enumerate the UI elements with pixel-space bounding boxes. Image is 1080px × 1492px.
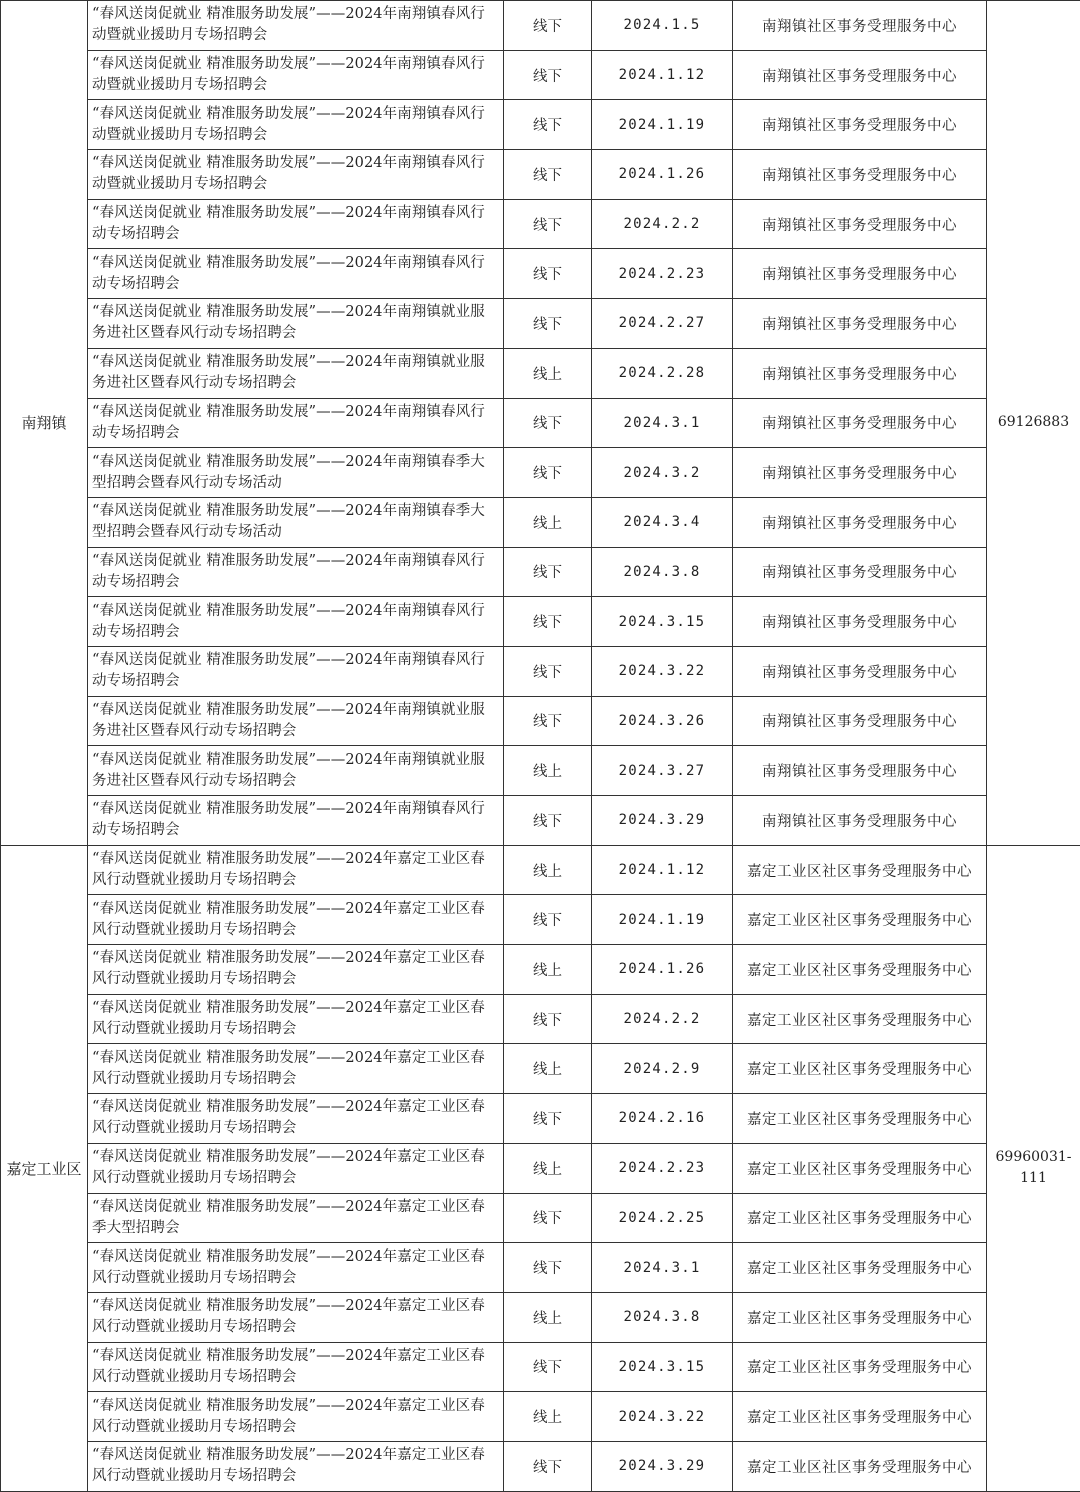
event-venue: 南翔镇社区事务受理服务中心 bbox=[733, 249, 987, 299]
event-date: 2024.3.27 bbox=[592, 746, 733, 796]
event-mode: 线上 bbox=[504, 1292, 592, 1342]
table-row bbox=[1, 1044, 1080, 1094]
event-mode: 线下 bbox=[504, 1094, 592, 1144]
event-date: 2024.2.28 bbox=[592, 348, 733, 398]
table-row bbox=[1, 1292, 1080, 1342]
event-date: 2024.3.26 bbox=[592, 696, 733, 746]
event-title: “春风送岗促就业 精准服务助发展”——2024年南翔镇春风行动专场招聘会 bbox=[88, 398, 504, 448]
event-date: 2024.2.25 bbox=[592, 1193, 733, 1243]
table-row bbox=[1, 448, 1080, 498]
event-venue: 嘉定工业区社区事务受理服务中心 bbox=[733, 1243, 987, 1293]
table-row bbox=[1, 199, 1080, 249]
event-mode: 线下 bbox=[504, 1193, 592, 1243]
event-title: “春风送岗促就业 精准服务助发展”——2024年嘉定工业区春风行动暨就业援助月专场招聘会 bbox=[88, 1292, 504, 1342]
table-row bbox=[1, 845, 1080, 895]
table-row bbox=[1, 348, 1080, 398]
schedule-body bbox=[1, 1, 1080, 1492]
event-title: “春风送岗促就业 精准服务助发展”——2024年嘉定工业区春风行动暨就业援助月专场招聘会 bbox=[88, 994, 504, 1044]
event-mode: 线下 bbox=[504, 398, 592, 448]
event-date: 2024.2.9 bbox=[592, 1044, 733, 1094]
table-row bbox=[1, 1, 1080, 51]
event-title: “春风送岗促就业 精准服务助发展”——2024年南翔镇就业服务进社区暨春风行动专场招聘会 bbox=[88, 348, 504, 398]
table-row bbox=[1, 1143, 1080, 1193]
event-venue: 嘉定工业区社区事务受理服务中心 bbox=[733, 1292, 987, 1342]
event-title: “春风送岗促就业 精准服务助发展”——2024年嘉定工业区春风行动暨就业援助月专场招聘会 bbox=[88, 945, 504, 995]
table-row bbox=[1, 497, 1080, 547]
contact-phone: 69960031-111 bbox=[987, 845, 1080, 1491]
table-row bbox=[1, 1243, 1080, 1293]
event-date: 2024.2.27 bbox=[592, 299, 733, 349]
table-row bbox=[1, 796, 1080, 846]
event-venue: 嘉定工业区社区事务受理服务中心 bbox=[733, 1143, 987, 1193]
event-mode: 线上 bbox=[504, 1044, 592, 1094]
table-row bbox=[1, 50, 1080, 100]
event-venue: 南翔镇社区事务受理服务中心 bbox=[733, 547, 987, 597]
event-title: “春风送岗促就业 精准服务助发展”——2024年南翔镇就业服务进社区暨春风行动专场招聘会 bbox=[88, 746, 504, 796]
event-date: 2024.1.12 bbox=[592, 845, 733, 895]
event-mode: 线上 bbox=[504, 1392, 592, 1442]
event-mode: 线下 bbox=[504, 1342, 592, 1392]
event-venue: 南翔镇社区事务受理服务中心 bbox=[733, 646, 987, 696]
event-mode: 线上 bbox=[504, 497, 592, 547]
event-mode: 线下 bbox=[504, 50, 592, 100]
event-venue: 南翔镇社区事务受理服务中心 bbox=[733, 398, 987, 448]
event-title: “春风送岗促就业 精准服务助发展”——2024年嘉定工业区春风行动暨就业援助月专场招聘会 bbox=[88, 1094, 504, 1144]
event-venue: 南翔镇社区事务受理服务中心 bbox=[733, 50, 987, 100]
event-title: “春风送岗促就业 精准服务助发展”——2024年南翔镇春季大型招聘会暨春风行动专场活动 bbox=[88, 497, 504, 547]
table-row bbox=[1, 249, 1080, 299]
table-row bbox=[1, 895, 1080, 945]
district-name: 嘉定工业区 bbox=[1, 845, 88, 1491]
event-title: “春风送岗促就业 精准服务助发展”——2024年南翔镇就业服务进社区暨春风行动专场招聘会 bbox=[88, 696, 504, 746]
event-date: 2024.3.15 bbox=[592, 597, 733, 647]
event-mode: 线上 bbox=[504, 746, 592, 796]
event-date: 2024.3.4 bbox=[592, 497, 733, 547]
table-row bbox=[1, 398, 1080, 448]
table-row bbox=[1, 646, 1080, 696]
event-mode: 线下 bbox=[504, 448, 592, 498]
event-title: “春风送岗促就业 精准服务助发展”——2024年南翔镇春风行动暨就业援助月专场招聘会 bbox=[88, 100, 504, 150]
event-venue: 嘉定工业区社区事务受理服务中心 bbox=[733, 1193, 987, 1243]
event-venue: 南翔镇社区事务受理服务中心 bbox=[733, 448, 987, 498]
event-venue: 南翔镇社区事务受理服务中心 bbox=[733, 199, 987, 249]
table-row bbox=[1, 994, 1080, 1044]
event-mode: 线下 bbox=[504, 547, 592, 597]
event-mode: 线下 bbox=[504, 895, 592, 945]
event-date: 2024.3.29 bbox=[592, 796, 733, 846]
event-date: 2024.2.2 bbox=[592, 199, 733, 249]
event-date: 2024.2.23 bbox=[592, 249, 733, 299]
event-title: “春风送岗促就业 精准服务助发展”——2024年嘉定工业区春风行动暨就业援助月专场招聘会 bbox=[88, 1243, 504, 1293]
event-venue: 南翔镇社区事务受理服务中心 bbox=[733, 150, 987, 200]
event-date: 2024.2.23 bbox=[592, 1143, 733, 1193]
event-title: “春风送岗促就业 精准服务助发展”——2024年南翔镇春风行动专场招聘会 bbox=[88, 249, 504, 299]
event-mode: 线下 bbox=[504, 150, 592, 200]
event-title: “春风送岗促就业 精准服务助发展”——2024年嘉定工业区春风行动暨就业援助月专场招聘会 bbox=[88, 1392, 504, 1442]
event-title: “春风送岗促就业 精准服务助发展”——2024年嘉定工业区春风行动暨就业援助月专场招聘会 bbox=[88, 895, 504, 945]
event-venue: 南翔镇社区事务受理服务中心 bbox=[733, 746, 987, 796]
event-title: “春风送岗促就业 精准服务助发展”——2024年嘉定工业区春风行动暨就业援助月专场招聘会 bbox=[88, 845, 504, 895]
event-date: 2024.3.22 bbox=[592, 646, 733, 696]
event-mode: 线下 bbox=[504, 1243, 592, 1293]
table-row bbox=[1, 1094, 1080, 1144]
table-row bbox=[1, 100, 1080, 150]
event-venue: 南翔镇社区事务受理服务中心 bbox=[733, 597, 987, 647]
event-venue: 南翔镇社区事务受理服务中心 bbox=[733, 348, 987, 398]
event-date: 2024.2.16 bbox=[592, 1094, 733, 1144]
event-date: 2024.3.1 bbox=[592, 398, 733, 448]
event-venue: 嘉定工业区社区事务受理服务中心 bbox=[733, 1392, 987, 1442]
event-mode: 线下 bbox=[504, 597, 592, 647]
event-mode: 线下 bbox=[504, 100, 592, 150]
event-title: “春风送岗促就业 精准服务助发展”——2024年嘉定工业区春风行动暨就业援助月专场招聘会 bbox=[88, 1044, 504, 1094]
table-row bbox=[1, 945, 1080, 995]
event-mode: 线上 bbox=[504, 1143, 592, 1193]
event-title: “春风送岗促就业 精准服务助发展”——2024年南翔镇春风行动暨就业援助月专场招聘会 bbox=[88, 1, 504, 51]
event-mode: 线下 bbox=[504, 796, 592, 846]
event-title: “春风送岗促就业 精准服务助发展”——2024年南翔镇春风行动专场招聘会 bbox=[88, 796, 504, 846]
event-mode: 线下 bbox=[504, 994, 592, 1044]
event-venue: 嘉定工业区社区事务受理服务中心 bbox=[733, 845, 987, 895]
event-venue: 嘉定工业区社区事务受理服务中心 bbox=[733, 1441, 987, 1491]
event-title: “春风送岗促就业 精准服务助发展”——2024年南翔镇春风行动暨就业援助月专场招聘会 bbox=[88, 150, 504, 200]
event-date: 2024.3.8 bbox=[592, 547, 733, 597]
event-date: 2024.1.26 bbox=[592, 150, 733, 200]
event-mode: 线下 bbox=[504, 1, 592, 51]
event-venue: 嘉定工业区社区事务受理服务中心 bbox=[733, 1044, 987, 1094]
table-row bbox=[1, 547, 1080, 597]
event-mode: 线下 bbox=[504, 299, 592, 349]
event-date: 2024.1.12 bbox=[592, 50, 733, 100]
event-venue: 嘉定工业区社区事务受理服务中心 bbox=[733, 1094, 987, 1144]
event-title: “春风送岗促就业 精准服务助发展”——2024年嘉定工业区春风行动暨就业援助月专场招聘会 bbox=[88, 1441, 504, 1491]
table-row bbox=[1, 746, 1080, 796]
event-mode: 线下 bbox=[504, 199, 592, 249]
event-title: “春风送岗促就业 精准服务助发展”——2024年南翔镇春风行动专场招聘会 bbox=[88, 547, 504, 597]
event-mode: 线上 bbox=[504, 945, 592, 995]
event-date: 2024.1.19 bbox=[592, 895, 733, 945]
table-row bbox=[1, 150, 1080, 200]
table-row bbox=[1, 1342, 1080, 1392]
event-mode: 线下 bbox=[504, 1441, 592, 1491]
event-title: “春风送岗促就业 精准服务助发展”——2024年嘉定工业区春季大型招聘会 bbox=[88, 1193, 504, 1243]
event-date: 2024.1.26 bbox=[592, 945, 733, 995]
event-date: 2024.3.1 bbox=[592, 1243, 733, 1293]
event-mode: 线下 bbox=[504, 696, 592, 746]
event-title: “春风送岗促就业 精准服务助发展”——2024年南翔镇春风行动专场招聘会 bbox=[88, 199, 504, 249]
event-title: “春风送岗促就业 精准服务助发展”——2024年嘉定工业区春风行动暨就业援助月专场招聘会 bbox=[88, 1342, 504, 1392]
event-date: 2024.3.15 bbox=[592, 1342, 733, 1392]
event-venue: 南翔镇社区事务受理服务中心 bbox=[733, 299, 987, 349]
table-row bbox=[1, 696, 1080, 746]
event-venue: 南翔镇社区事务受理服务中心 bbox=[733, 100, 987, 150]
event-mode: 线下 bbox=[504, 249, 592, 299]
event-title: “春风送岗促就业 精准服务助发展”——2024年南翔镇春风行动专场招聘会 bbox=[88, 646, 504, 696]
event-title: “春风送岗促就业 精准服务助发展”——2024年南翔镇春风行动专场招聘会 bbox=[88, 597, 504, 647]
table-row bbox=[1, 1441, 1080, 1491]
event-venue: 南翔镇社区事务受理服务中心 bbox=[733, 796, 987, 846]
event-date: 2024.3.2 bbox=[592, 448, 733, 498]
table-row bbox=[1, 1193, 1080, 1243]
event-date: 2024.1.19 bbox=[592, 100, 733, 150]
event-venue: 嘉定工业区社区事务受理服务中心 bbox=[733, 895, 987, 945]
event-title: “春风送岗促就业 精准服务助发展”——2024年南翔镇春季大型招聘会暨春风行动专场活动 bbox=[88, 448, 504, 498]
event-venue: 南翔镇社区事务受理服务中心 bbox=[733, 1, 987, 51]
event-date: 2024.3.22 bbox=[592, 1392, 733, 1442]
event-title: “春风送岗促就业 精准服务助发展”——2024年南翔镇春风行动暨就业援助月专场招聘会 bbox=[88, 50, 504, 100]
event-date: 2024.1.5 bbox=[592, 1, 733, 51]
event-date: 2024.3.8 bbox=[592, 1292, 733, 1342]
table-row bbox=[1, 597, 1080, 647]
event-venue: 南翔镇社区事务受理服务中心 bbox=[733, 497, 987, 547]
district-name: 南翔镇 bbox=[1, 1, 88, 846]
event-mode: 线上 bbox=[504, 348, 592, 398]
event-venue: 嘉定工业区社区事务受理服务中心 bbox=[733, 945, 987, 995]
event-date: 2024.3.29 bbox=[592, 1441, 733, 1491]
event-date: 2024.2.2 bbox=[592, 994, 733, 1044]
table-row bbox=[1, 1392, 1080, 1442]
event-title: “春风送岗促就业 精准服务助发展”——2024年嘉定工业区春风行动暨就业援助月专场招聘会 bbox=[88, 1143, 504, 1193]
contact-phone: 69126883 bbox=[987, 1, 1080, 846]
event-venue: 南翔镇社区事务受理服务中心 bbox=[733, 696, 987, 746]
event-title: “春风送岗促就业 精准服务助发展”——2024年南翔镇就业服务进社区暨春风行动专场招聘会 bbox=[88, 299, 504, 349]
event-venue: 嘉定工业区社区事务受理服务中心 bbox=[733, 994, 987, 1044]
event-venue: 嘉定工业区社区事务受理服务中心 bbox=[733, 1342, 987, 1392]
table-row bbox=[1, 299, 1080, 349]
event-mode: 线下 bbox=[504, 646, 592, 696]
event-mode: 线上 bbox=[504, 845, 592, 895]
